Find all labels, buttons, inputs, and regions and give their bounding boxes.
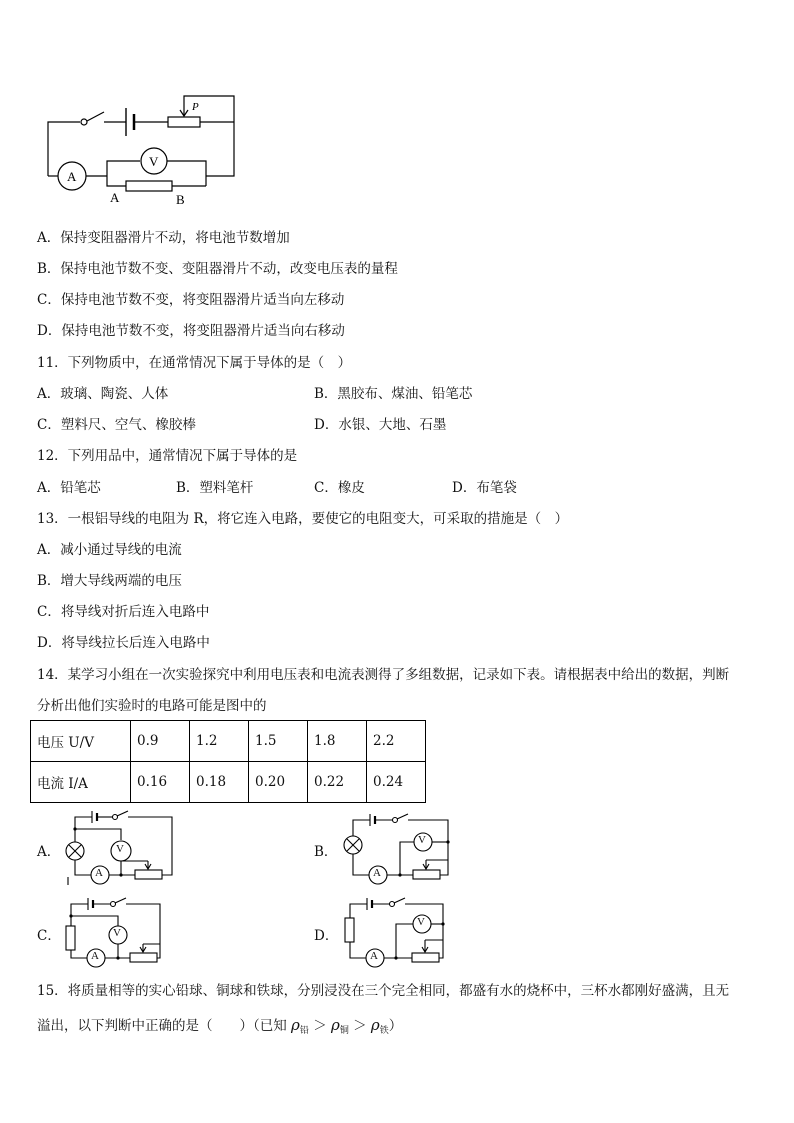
q14-option-d-label: D．	[314, 928, 339, 944]
rho-subscript-iron: 铁	[379, 1026, 389, 1036]
current-label: 电流 I/A	[31, 762, 131, 803]
current-cell: 0.22	[308, 762, 367, 803]
slider-label-p: P	[192, 101, 199, 113]
current-cell: 0.18	[190, 762, 249, 803]
rho-subscript-copper: 铜	[339, 1026, 349, 1036]
rho-symbol: ρ	[370, 1016, 380, 1034]
resistor-end-b-label: B	[176, 192, 185, 207]
q11-stem: 11．下列物质中，在通常情况下属于导体的是（ ）	[37, 355, 352, 371]
circuit-d-ammeter-label: A	[370, 950, 378, 962]
current-cell: 0.24	[367, 762, 426, 803]
voltage-row	[31, 721, 426, 762]
q15-stem-line2	[37, 1016, 402, 1040]
current-cell: 0.16	[131, 762, 190, 803]
rho-symbol: ρ	[330, 1016, 340, 1034]
top-circuit-diagram	[0, 0, 794, 215]
voltage-cell: 1.8	[308, 721, 367, 762]
rho-subscript-lead: 铅	[299, 1026, 309, 1036]
q13-option-c: C．将导线对折后连入电路中	[37, 604, 210, 620]
circuit-a-voltmeter-label: V	[116, 843, 124, 855]
current-row	[31, 762, 426, 803]
ammeter-label: A	[67, 169, 77, 184]
q11-option-a: A．玻璃、陶瓷、人体	[37, 386, 169, 402]
q11-option-d: D．水银、大地、石墨	[314, 417, 447, 433]
q14-option-c-label: C．	[37, 928, 61, 944]
q12-stem: 12．下列用品中，通常情况下属于导体的是	[37, 448, 298, 464]
voltmeter-label: V	[149, 154, 159, 169]
q12-option-c: C．橡皮	[314, 480, 365, 496]
circuit-c-voltmeter-label: V	[113, 927, 121, 939]
rho-symbol: ρ	[291, 1016, 300, 1034]
current-cell: 0.20	[249, 762, 308, 803]
circuit-d-voltmeter-label: V	[417, 916, 425, 928]
voltage-cell: 1.2	[190, 721, 249, 762]
q13-option-a: A．减小通过导线的电流	[37, 542, 182, 558]
q13-option-b: B．增大导线两端的电压	[37, 573, 182, 589]
q14-data-table	[30, 720, 426, 803]
circuit-b-voltmeter-label: V	[418, 834, 426, 846]
greater-than: ＞	[313, 1018, 327, 1034]
q10-option-b: B．保持电池节数不变、变阻器滑片不动，改变电压表的量程	[37, 261, 398, 277]
q13-stem: 13．一根铝导线的电阻为 R，将它连入电路，要使它的电阻变大，可采取的措施是（ ）	[37, 511, 569, 527]
q14-stem-line2: 分析出他们实验时的电路可能是图中的	[37, 698, 267, 714]
q11-option-c: C．塑料尺、空气、橡胶棒	[37, 417, 196, 433]
q14-option-a-label: A．	[37, 844, 61, 860]
resistor-end-a-label: A	[110, 190, 120, 205]
q10-option-c: C．保持电池节数不变，将变阻器滑片适当向左移动	[37, 292, 345, 308]
circuit-c-ammeter-label: A	[91, 950, 99, 962]
greater-than: ＞	[353, 1018, 367, 1034]
closing-paren: ）	[388, 1018, 403, 1034]
q13-option-d: D．将导线拉长后连入电路中	[37, 635, 210, 651]
voltage-cell: 1.5	[249, 721, 308, 762]
q14-stem-line1: 14．某学习小组在一次实验探究中利用电压表和电流表测得了多组数据，记录如下表。请根据表中给出的数据，判断	[37, 667, 730, 683]
q10-option-d: D．保持电池节数不变，将变阻器滑片适当向右移动	[37, 323, 345, 339]
voltage-cell: 2.2	[367, 721, 426, 762]
q12-option-d: D．布笔袋	[452, 480, 517, 496]
q11-option-b: B．黑胶布、煤油、铅笔芯	[314, 386, 473, 402]
q15-stem-line1: 15．将质量相等的实心铅球、铜球和铁球，分别浸没在三个完全相同，都盛有水的烧杯中，三杯水都刚好盛满，且无	[37, 983, 730, 999]
voltage-label: 电压 U/V	[31, 721, 131, 762]
q15-stem-prefix: 溢出，以下判断中正确的是（ ）（已知	[37, 1018, 287, 1034]
q14-option-b-label: B．	[314, 844, 338, 860]
circuit-a-ammeter-label: A	[95, 867, 103, 879]
q12-option-a: A．铅笔芯	[37, 480, 101, 496]
q12-option-b: B．塑料笔杆	[176, 480, 254, 496]
circuit-b-ammeter-label: A	[373, 867, 381, 879]
voltage-cell: 0.9	[131, 721, 190, 762]
q10-option-a: A．保持变阻器滑片不动，将电池节数增加	[37, 230, 290, 246]
